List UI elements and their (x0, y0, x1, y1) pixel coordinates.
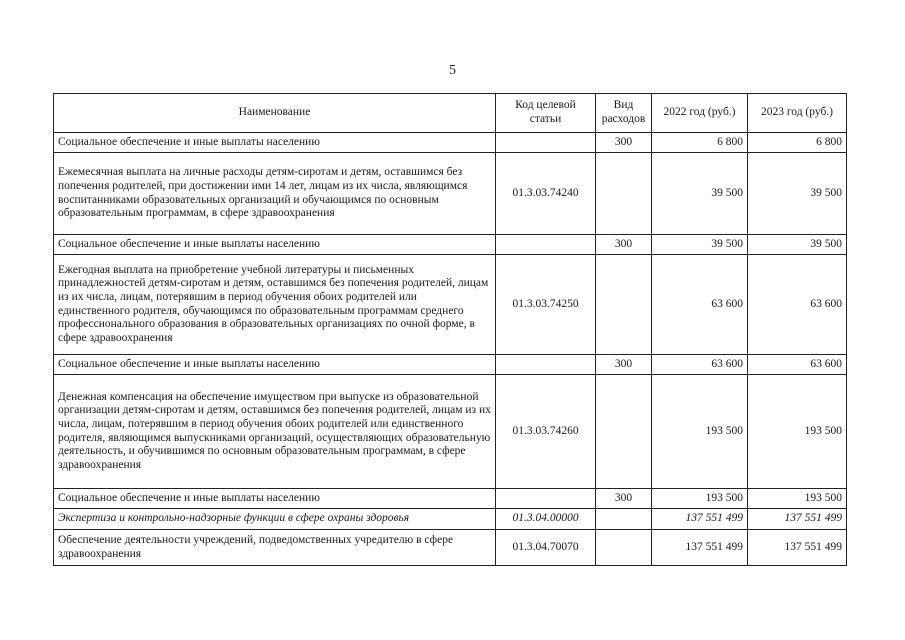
row-name: Социальное обеспечение и иные выплаты населению (54, 355, 496, 375)
row-2023: 6 800 (748, 133, 847, 153)
row-code (496, 235, 596, 255)
table-row (54, 489, 847, 509)
row-code: 01.3.03.74240 (496, 153, 596, 235)
table-row (54, 255, 847, 355)
column-header-2023: 2023 год (руб.) (748, 94, 847, 133)
row-name: Социальное обеспечение и иные выплаты населению (54, 235, 496, 255)
row-code (496, 133, 596, 153)
page-number: 5 (449, 63, 456, 78)
row-2023: 63 600 (748, 355, 847, 375)
row-2022: 193 500 (652, 375, 748, 489)
row-2022: 193 500 (652, 489, 748, 509)
row-name: Социальное обеспечение и иные выплаты населению (54, 489, 496, 509)
row-vid: 300 (596, 235, 652, 255)
row-vid (596, 255, 652, 355)
column-header-vid: Вид расходов (596, 94, 652, 133)
row-2022: 6 800 (652, 133, 748, 153)
row-name: Экспертиза и контрольно-надзорные функции в сфере охраны здоровья (54, 509, 496, 530)
table-row (54, 153, 847, 235)
row-2023: 39 500 (748, 235, 847, 255)
row-2023: 137 551 499 (748, 530, 847, 566)
row-vid (596, 509, 652, 530)
table-header-row (54, 94, 847, 133)
row-2023: 39 500 (748, 153, 847, 235)
table-row (54, 235, 847, 255)
row-2023: 137 551 499 (748, 509, 847, 530)
row-2023: 193 500 (748, 489, 847, 509)
column-header-name: Наименование (54, 94, 496, 133)
row-2022: 63 600 (652, 355, 748, 375)
row-name: Ежегодная выплата на приобретение учебной литературы и письменных принадлежностей детям-сиротам и детям, оставшимся без попечения родителей, лицам из их числа, лицам, потерявшим в период обучения обоих родителей или единственного родителя, обучающимся по образовательным программам среднего профессионального образования в образовательных организациях по очной форме, в сфере здравоохранения (54, 255, 496, 355)
table-row (54, 133, 847, 153)
row-name: Ежемесячная выплата на личные расходы детям-сиротам и детям, оставшимся без попечения родителей, при достижении ими 14 лет, лицам из их числа, являющимся воспитанниками образовательных организаций и обучающимся по основным образовательным программам, в сфере здравоохранения (54, 153, 496, 235)
row-2022: 39 500 (652, 153, 748, 235)
row-code: 01.3.04.70070 (496, 530, 596, 566)
table-row (54, 530, 847, 566)
row-2023: 63 600 (748, 255, 847, 355)
row-code (496, 489, 596, 509)
table-row (54, 375, 847, 489)
table-row (54, 509, 847, 530)
row-2023: 193 500 (748, 375, 847, 489)
row-name: Социальное обеспечение и иные выплаты населению (54, 133, 496, 153)
row-vid: 300 (596, 355, 652, 375)
row-code: 01.3.03.74260 (496, 375, 596, 489)
row-code: 01.3.03.74250 (496, 255, 596, 355)
row-2022: 137 551 499 (652, 530, 748, 566)
row-vid: 300 (596, 133, 652, 153)
budget-table (53, 93, 847, 566)
row-vid (596, 375, 652, 489)
row-2022: 39 500 (652, 235, 748, 255)
row-name: Денежная компенсация на обеспечение имуществом при выпуске из образовательной организации детям-сиротам и детям, оставшимся без попечения родителей, лицам из их числа, лицам, потерявшим в период обучения обоих родителей или единственного родителя, являющимся выпускниками организаций, осуществляющих образовательную деятельность, и обучившимся по основным образовательным программам, в сфере здравоохранения (54, 375, 496, 489)
table-row (54, 355, 847, 375)
row-vid: 300 (596, 489, 652, 509)
row-vid (596, 153, 652, 235)
column-header-2022: 2022 год (руб.) (652, 94, 748, 133)
column-header-code: Код целевой статьи (496, 94, 596, 133)
row-vid (596, 530, 652, 566)
row-2022: 63 600 (652, 255, 748, 355)
row-code: 01.3.04.00000 (496, 509, 596, 530)
row-name: Обеспечение деятельности учреждений, подведомственных учредителю в сфере здравоохранения (54, 530, 496, 566)
row-2022: 137 551 499 (652, 509, 748, 530)
row-code (496, 355, 596, 375)
